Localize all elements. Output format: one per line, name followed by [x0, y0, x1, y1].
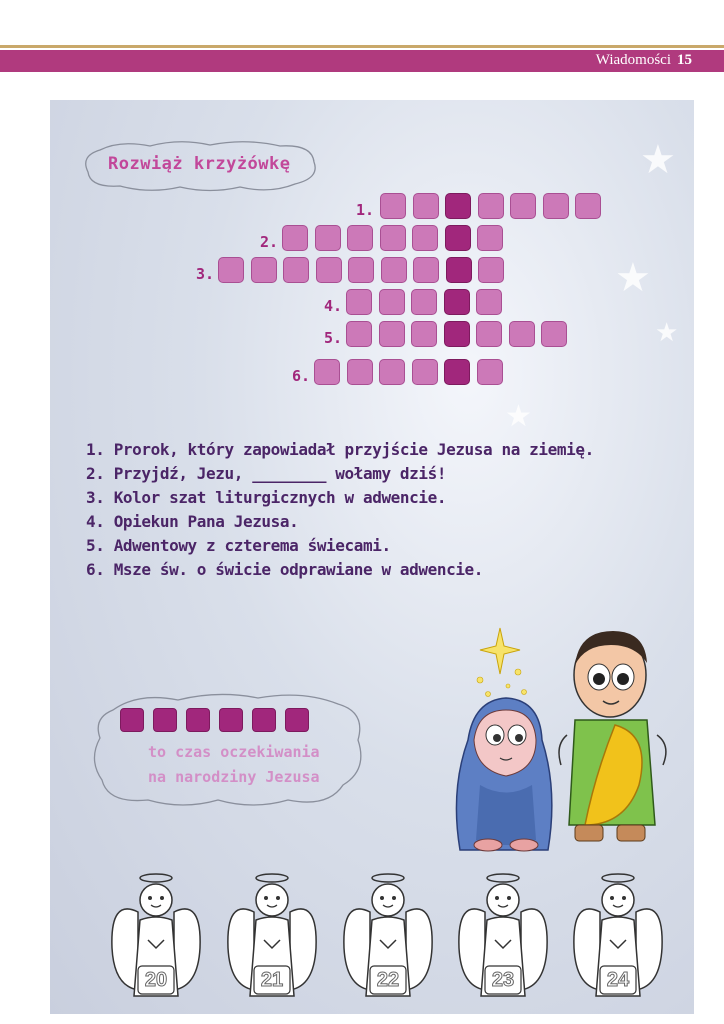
- row-label-3: 3.: [196, 265, 215, 283]
- answer-hint-line-2: na narodziny Jezusa: [148, 768, 320, 786]
- crossword-cell[interactable]: [477, 359, 503, 385]
- angel-number: 22: [376, 969, 400, 991]
- header-rule: [0, 45, 724, 48]
- angel-number: 24: [606, 969, 630, 991]
- crossword-cell[interactable]: [314, 359, 340, 385]
- crossword-cell[interactable]: [509, 321, 535, 347]
- clue-4: 4. Opiekun Pana Jezusa.: [86, 512, 299, 531]
- crossword-cell[interactable]: [218, 257, 244, 283]
- crossword-cell[interactable]: [381, 257, 407, 283]
- crossword-key-cell[interactable]: [446, 257, 472, 283]
- crossword-cell[interactable]: [315, 225, 341, 251]
- answer-cell[interactable]: [252, 708, 276, 732]
- crossword-cell[interactable]: [575, 193, 601, 219]
- crossword-cell[interactable]: [282, 225, 308, 251]
- crossword-cell[interactable]: [379, 289, 405, 315]
- row-label-4: 4.: [324, 297, 343, 315]
- crossword-cell[interactable]: [283, 257, 309, 283]
- star-icon: ★: [505, 399, 532, 434]
- crossword-cell[interactable]: [476, 289, 502, 315]
- row-label-5: 5.: [324, 329, 343, 347]
- crossword-cell[interactable]: [346, 289, 372, 315]
- answer-cell[interactable]: [285, 708, 309, 732]
- clue-1: 1. Prorok, który zapowiadał przyjście Jezusa na ziemię.: [86, 440, 594, 459]
- row-label-2: 2.: [260, 233, 279, 251]
- clue-3: 3. Kolor szat liturgicznych w adwencie.: [86, 488, 447, 507]
- crossword-cell[interactable]: [316, 257, 342, 283]
- answer-cell[interactable]: [186, 708, 210, 732]
- crossword-title: Rozwiąż krzyżówkę: [108, 154, 291, 174]
- crossword-cell[interactable]: [379, 359, 405, 385]
- clue-6: 6. Msze św. o świcie odprawiane w adwencie.: [86, 560, 484, 579]
- crossword-cell[interactable]: [477, 225, 503, 251]
- crossword-cell[interactable]: [412, 225, 438, 251]
- answer-cell[interactable]: [153, 708, 177, 732]
- crossword-key-cell[interactable]: [445, 193, 471, 219]
- crossword-cell[interactable]: [380, 193, 406, 219]
- crossword-cell[interactable]: [510, 193, 536, 219]
- crossword-cell[interactable]: [347, 359, 373, 385]
- star-icon: ★: [655, 318, 679, 348]
- answer-cell[interactable]: [219, 708, 243, 732]
- page-number: 15: [677, 52, 692, 68]
- section-name: Wiadomości: [595, 52, 671, 68]
- crossword-cell[interactable]: [541, 321, 567, 347]
- crossword-key-cell[interactable]: [444, 289, 470, 315]
- star-icon: ★: [640, 137, 676, 183]
- joseph-illustration: [555, 625, 675, 860]
- clue-5: 5. Adwentowy z czterema świecami.: [86, 536, 391, 555]
- answer-hint-line-1: to czas oczekiwania: [148, 743, 320, 761]
- crossword-cell[interactable]: [347, 225, 373, 251]
- crossword-cell[interactable]: [411, 289, 437, 315]
- mary-illustration: [440, 610, 570, 860]
- crossword-cell[interactable]: [411, 321, 437, 347]
- row-label-1: 1.: [356, 201, 375, 219]
- angel-number: 21: [260, 969, 284, 991]
- crossword-key-cell[interactable]: [445, 225, 471, 251]
- crossword-cell[interactable]: [251, 257, 277, 283]
- clue-list: [86, 438, 594, 582]
- crossword-cell[interactable]: [478, 193, 504, 219]
- angel-number: 20: [144, 969, 168, 991]
- crossword-cell[interactable]: [346, 321, 372, 347]
- clue-2: 2. Przyjdź, Jezu, ________ wołamy dziś!: [86, 464, 447, 483]
- crossword-cell[interactable]: [413, 257, 439, 283]
- crossword-key-cell[interactable]: [444, 359, 470, 385]
- crossword-cell[interactable]: [413, 193, 439, 219]
- crossword-cell[interactable]: [478, 257, 504, 283]
- row-label-6: 6.: [292, 367, 311, 385]
- crossword-key-cell[interactable]: [444, 321, 470, 347]
- crossword-cell[interactable]: [380, 225, 406, 251]
- crossword-cell[interactable]: [412, 359, 438, 385]
- answer-hint: [148, 740, 320, 790]
- star-icon: ★: [615, 255, 651, 301]
- crossword-cell[interactable]: [348, 257, 374, 283]
- answer-cell[interactable]: [120, 708, 144, 732]
- angel-number: 23: [491, 969, 515, 991]
- crossword-cell[interactable]: [476, 321, 502, 347]
- crossword-cell[interactable]: [379, 321, 405, 347]
- crossword-cell[interactable]: [543, 193, 569, 219]
- running-header: [596, 52, 692, 69]
